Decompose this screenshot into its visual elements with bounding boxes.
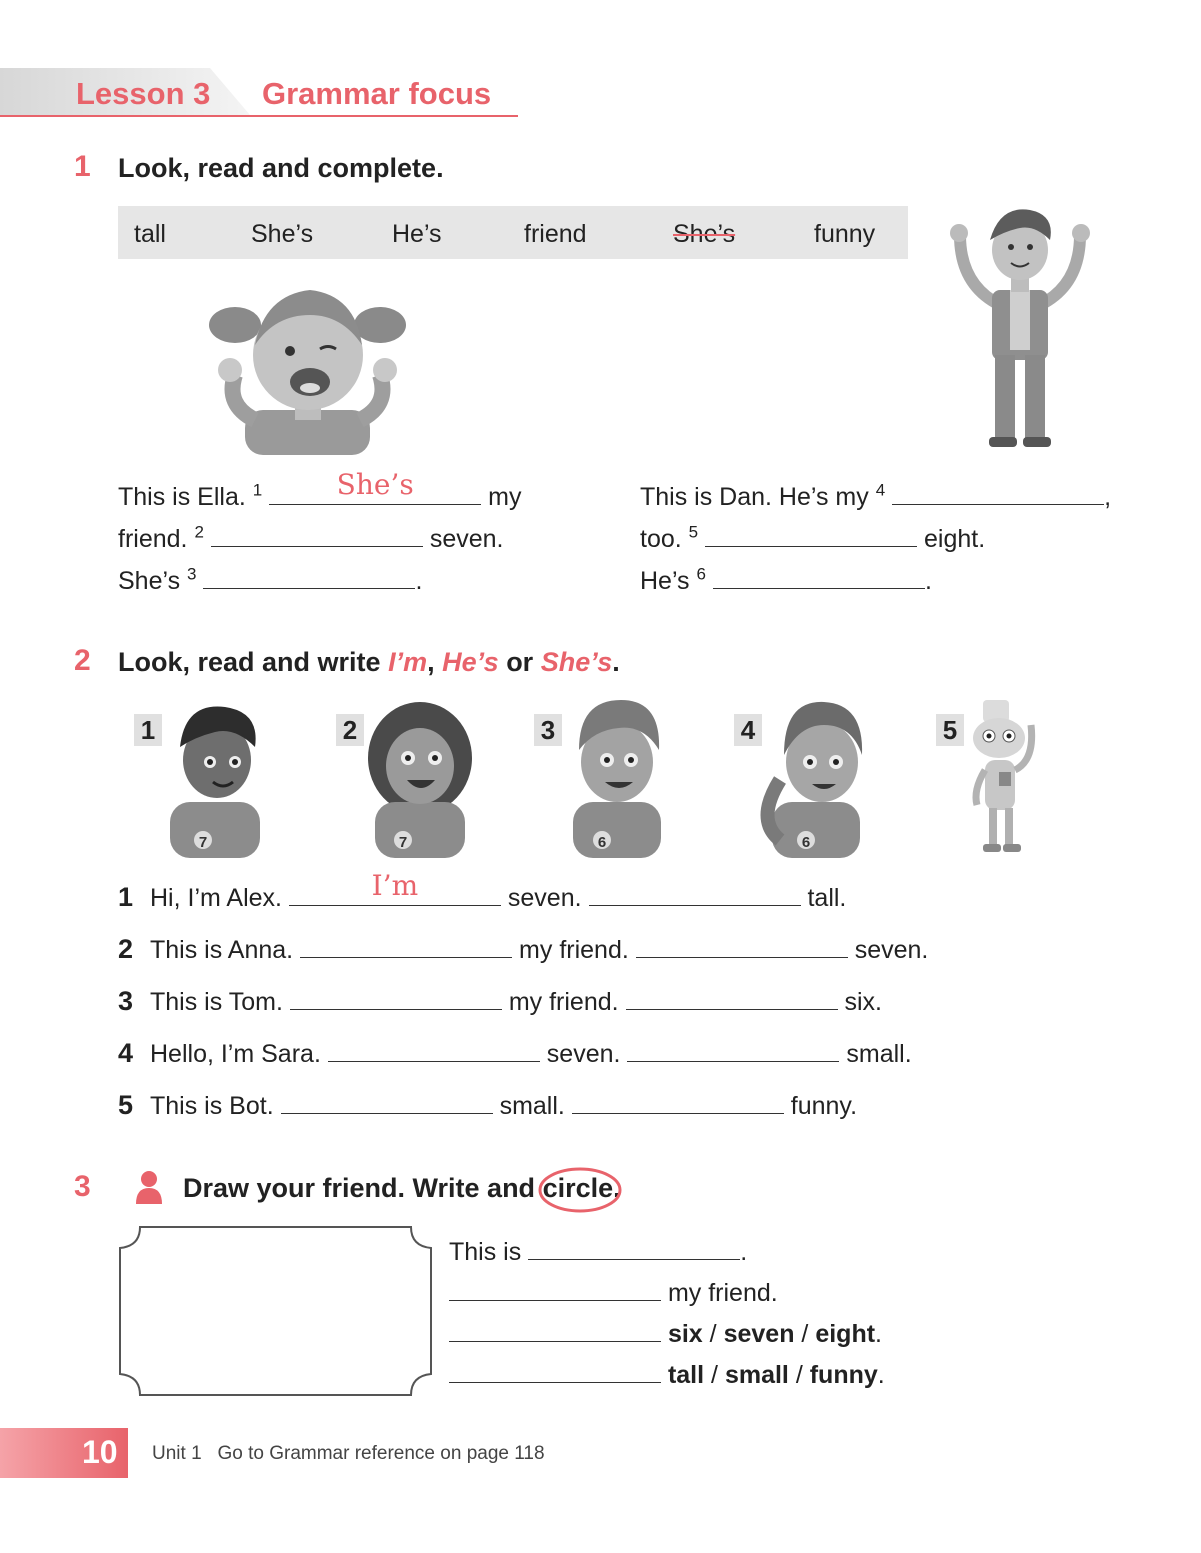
ex1-blank-5[interactable] [705, 518, 917, 547]
ex2-blank-4b[interactable] [627, 1033, 839, 1062]
ex1-right-line-2: too. $^5$ eight. [640, 518, 985, 554]
circle-word: circle [543, 1173, 614, 1204]
ex1-blank-1[interactable] [269, 468, 481, 505]
word-box [118, 206, 908, 259]
page-title: Grammar focus [262, 76, 492, 111]
ex2-row-4: 4 Hello, I’m Sara. seven. small. [118, 1033, 912, 1069]
ex1-blank-6[interactable] [713, 560, 925, 589]
sara-jersey-number: 6 [801, 834, 811, 851]
ex1-left-line-2: friend. $^2$ seven. [118, 518, 503, 554]
word-hes: He’s [392, 220, 442, 248]
tom-jersey-number: 6 [597, 834, 607, 851]
exercise-3-instruction: Draw your friend. Write and circle . [183, 1173, 621, 1204]
ex1-blank-3[interactable] [203, 560, 415, 589]
ex3-line-4: tall / small / funny. [449, 1354, 885, 1390]
ex2-row-3: 3 This is Tom. my friend. six. [118, 981, 882, 1017]
anna-illustration [365, 698, 475, 858]
ex2-blank-2b[interactable] [636, 929, 848, 958]
exercise-3-number: 3 [74, 1170, 91, 1203]
ex3-line-1: This is . [449, 1231, 747, 1267]
drawing-frame[interactable] [118, 1226, 433, 1396]
sara-illustration [760, 700, 870, 858]
ex2-row-2: 2 This is Anna. my friend. seven. [118, 929, 928, 965]
anna-jersey-number: 7 [398, 834, 408, 851]
ex3-line-3: six / seven / eight. [449, 1313, 882, 1349]
ex2-blank-5a[interactable] [281, 1085, 493, 1114]
ex2-blank-3a[interactable] [290, 981, 502, 1010]
ex2-blank-4a[interactable] [328, 1033, 540, 1062]
picture-badge-3: 3 [534, 714, 562, 746]
exercise-1-instruction: Look, read and complete. [118, 153, 444, 183]
ex1-right-line-1: This is Dan. He’s my $^4$ , [640, 476, 1111, 512]
word-shes-crossed: She’s [673, 220, 736, 248]
ex2-blank-2a[interactable] [300, 929, 512, 958]
ex1-left-line-1: This is Ella. $^1$ She’s my [118, 468, 522, 511]
word-shes: She’s [251, 220, 314, 248]
ex3-blank-4[interactable] [449, 1354, 661, 1383]
word-funny: funny [814, 220, 876, 248]
word-friend: friend [524, 220, 587, 248]
ex2-blank-5b[interactable] [572, 1085, 784, 1114]
person-icon [134, 1170, 164, 1204]
header-underline [0, 115, 518, 117]
ex2-row-1: 1 Hi, I’m Alex. I’m seven. tall. [118, 869, 847, 912]
picture-badge-5: 5 [936, 714, 964, 746]
bot-illustration [965, 700, 1045, 855]
ex1-blank-2[interactable] [211, 518, 423, 547]
ex3-blank-3[interactable] [449, 1313, 661, 1342]
alex-jersey-number: 7 [198, 834, 208, 851]
word-tall: tall [134, 220, 166, 248]
exercise-1-number: 1 [74, 150, 91, 183]
ex3-blank-1[interactable] [528, 1231, 740, 1260]
tom-illustration [565, 698, 665, 858]
ex3-line-2: my friend. [449, 1272, 778, 1308]
ex2-blank-1b[interactable] [589, 877, 801, 906]
ex1-right-line-3: He’s $^6$ . [640, 560, 932, 596]
alex-illustration [165, 702, 265, 858]
red-circle-mark [535, 1163, 625, 1215]
picture-badge-1: 1 [134, 714, 162, 746]
footer-text: Unit 1 Go to Grammar reference on page 118 [152, 1443, 545, 1464]
exercise-2-number: 2 [74, 644, 91, 677]
ex2-row-5: 5 This is Bot. small. funny. [118, 1085, 857, 1121]
picture-badge-2: 2 [336, 714, 364, 746]
ex3-blank-2[interactable] [449, 1272, 661, 1301]
ex2-answer-1: I’m [371, 869, 419, 902]
ex2-blank-3b[interactable] [626, 981, 838, 1010]
grammar-reference-link[interactable]: Go to Grammar reference on page 118 [217, 1443, 545, 1464]
ex1-left-line-3: She’s $^3$ . [118, 560, 422, 596]
ex2-blank-1a[interactable] [289, 869, 501, 906]
exercise-2-instruction: Look, read and write I’m, He’s or She’s. [118, 647, 620, 677]
dan-illustration [945, 205, 1095, 455]
ex1-answer-1: She’s [336, 468, 414, 501]
picture-badge-4: 4 [734, 714, 762, 746]
page-number: 10 [82, 1434, 118, 1470]
ex1-blank-4[interactable] [892, 476, 1104, 505]
lesson-label: Lesson 3 [76, 76, 211, 111]
ella-illustration [205, 285, 410, 455]
